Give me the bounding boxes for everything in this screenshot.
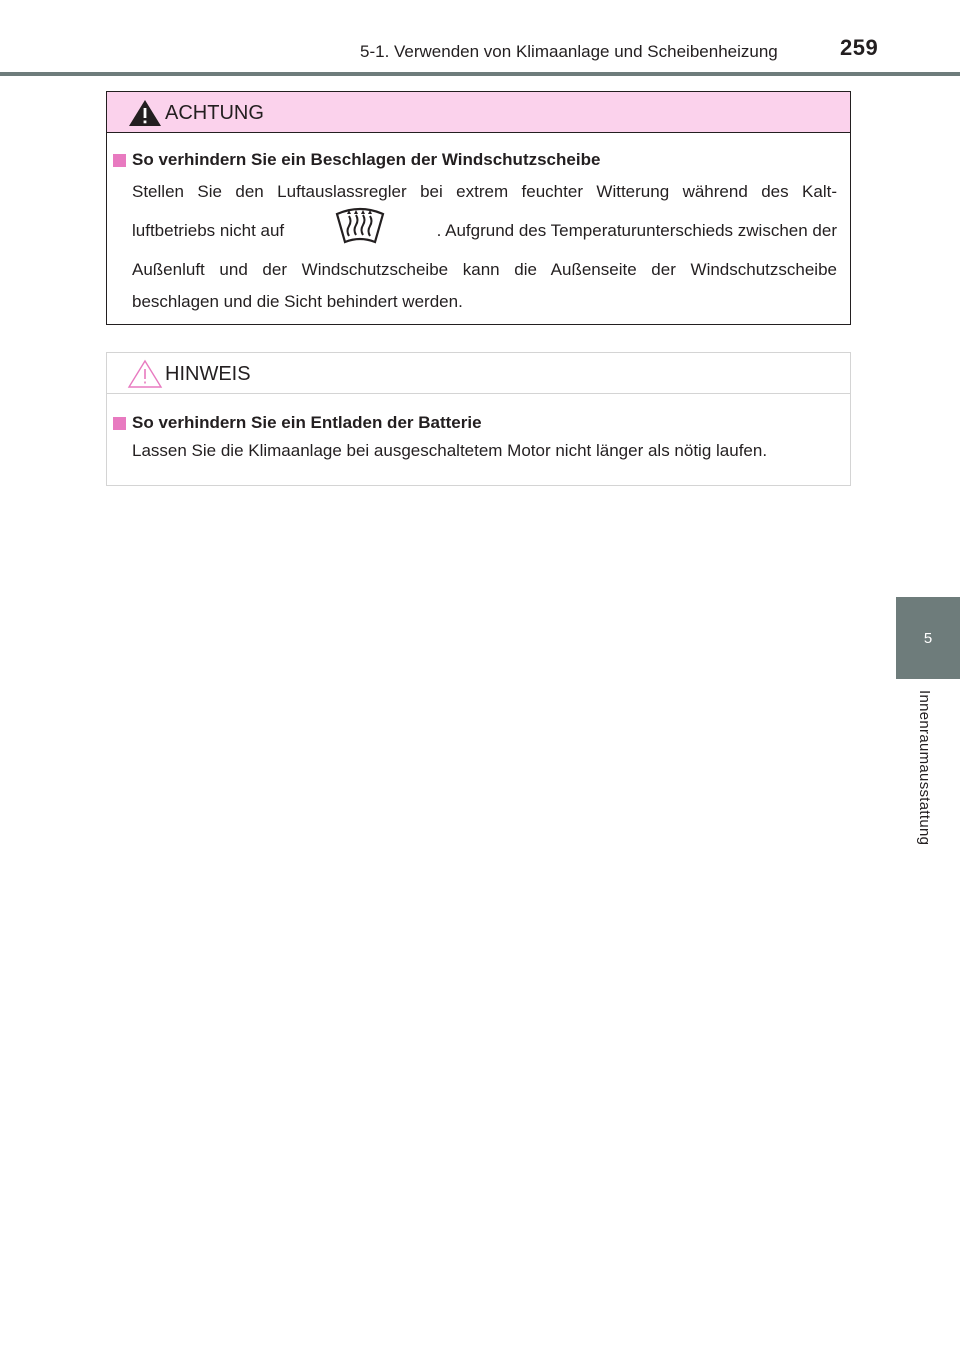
- notice-label: HINWEIS: [165, 363, 251, 385]
- chapter-number: 5: [923, 629, 933, 647]
- section-title: 5-1. Verwenden von Klimaanlage und Scheibenheizung: [360, 42, 778, 61]
- chapter-label: Innenraumausstattung: [916, 690, 933, 846]
- caution-line-2-end: . Aufgrund des Temperaturunterschieds zwischen der: [436, 221, 837, 240]
- page-number: 259: [840, 35, 879, 60]
- caution-paragraph: [132, 176, 837, 318]
- caution-item-title: [113, 150, 600, 170]
- notice-line-1: Lassen Sie die Klimaanlage bei ausgeschaltetem Motor nicht länger als nötig laufen.: [132, 441, 768, 460]
- caution-label: ACHTUNG: [165, 102, 264, 124]
- notice-box: [106, 352, 851, 486]
- caution-line-3: Außenluft und der Windschutzscheibe kann die Außenseite der Windschutzscheibe: [132, 260, 837, 279]
- caution-line-2: [132, 208, 837, 254]
- caution-box: [106, 91, 851, 325]
- caution-item-title-text: So verhindern Sie ein Beschlagen der Windschutzscheibe: [132, 150, 601, 169]
- notice-triangle-icon: [127, 359, 163, 389]
- caution-line-1: Stellen Sie den Luftauslassregler bei extrem feuchter Witterung während des Kalt-: [132, 182, 837, 201]
- notice-paragraph: [132, 435, 837, 467]
- caution-header: [107, 92, 850, 133]
- notice-item-title-text: So verhindern Sie ein Entladen der Batterie: [132, 413, 482, 432]
- warning-triangle-icon: [127, 98, 163, 128]
- chapter-side-label-wrap: [896, 690, 960, 870]
- bullet-square-icon: [113, 417, 126, 430]
- windshield-defroster-icon: [333, 206, 387, 246]
- bullet-square-icon: [113, 154, 126, 167]
- caution-line-4: beschlagen und die Sicht behindert werden.: [132, 292, 463, 311]
- chapter-tab[interactable]: [896, 597, 960, 679]
- caution-line-2-start: luftbetriebs nicht auf: [132, 221, 285, 240]
- notice-item-title: [113, 413, 482, 433]
- notice-header: [107, 353, 850, 394]
- header-divider: [0, 72, 960, 76]
